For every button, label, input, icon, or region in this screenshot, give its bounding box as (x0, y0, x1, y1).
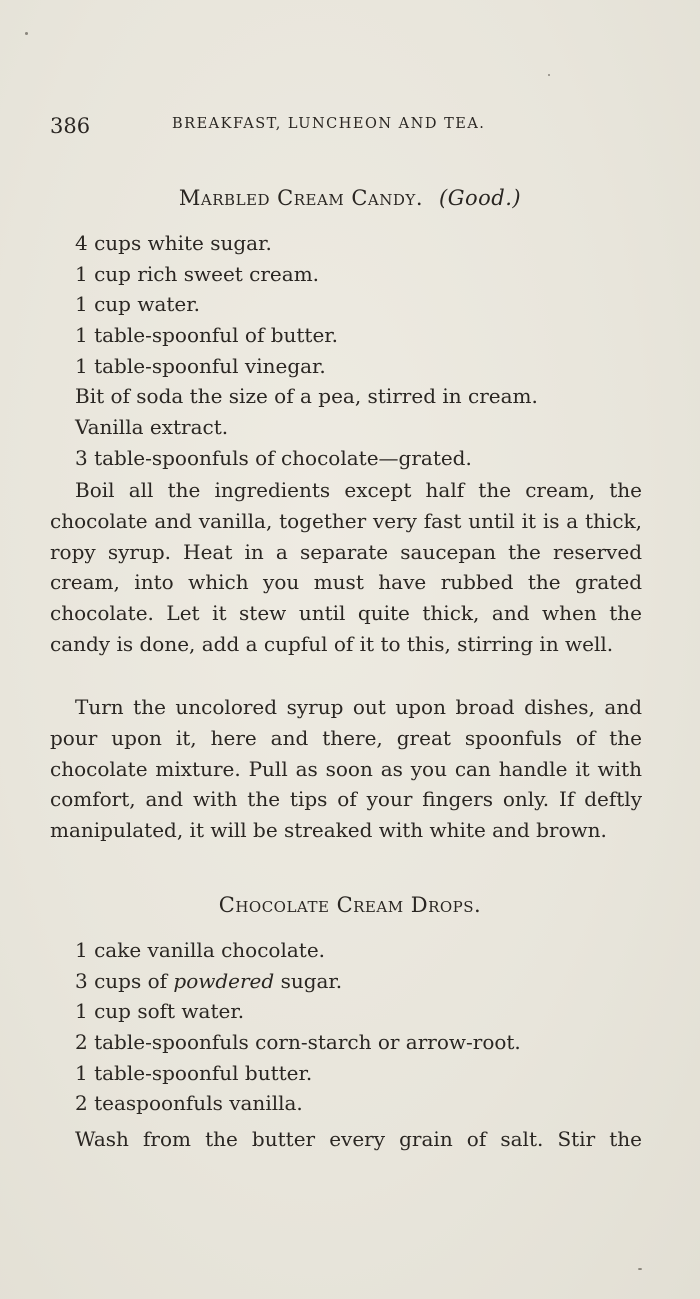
recipe-title-marbled-cream-candy (0, 186, 700, 210)
ingredient-item: Bit of soda the size of a pea, stirred in cream. (75, 384, 538, 409)
ingredient-emphasis: powdered (173, 968, 275, 993)
page-number: 386 (50, 114, 91, 138)
ingredient-item: 1 cup water. (75, 292, 200, 317)
paper-speck (25, 32, 28, 35)
recipe-title-text: Marbled Cream Candy. (178, 186, 423, 210)
recipe-title-chocolate-cream-drops: Chocolate Cream Drops. (218, 893, 482, 917)
ingredient-item: 1 table-spoonful of butter. (75, 323, 339, 348)
ingredient-list-marbled-cream-candy (75, 228, 538, 474)
ingredient-item (75, 966, 521, 997)
ingredient-item: 2 table-spoonfuls corn-starch or arrow-root. (75, 1030, 521, 1055)
instruction-paragraph: Boil all the ingredients except half the cream, the chocolate and vanilla, together very fast until it is a thick, ropy syrup. Heat in a separate saucepan the reserved cream, into which you must have rubbed the grated chocolate. Let it stew until quite thick, and when the candy is done, add a cupful of it to this, stirring in well. (50, 478, 642, 656)
instruction-paragraph: Turn the uncolored syrup out upon broad dishes, and pour upon it, here and there, great spoonfuls of the chocolate mixture. Pull as soon as you can handle it with comfort, and with the tips of your fingers only. If deftly manipulated, it will be streaked with white and brown. (50, 695, 642, 843)
ingredient-item: 3 table-spoonfuls of chocolate—grated. (75, 445, 472, 470)
ingredient-item: 1 cup soft water. (75, 999, 245, 1024)
running-title: BREAKFAST, LUNCHEON AND TEA. (172, 116, 486, 132)
ingredient-item: 2 teaspoonfuls vanilla. (75, 1091, 303, 1116)
ingredient-list-chocolate-cream-drops (75, 935, 521, 1119)
ingredient-item: 1 table-spoonful vinegar. (75, 353, 326, 378)
ingredient-item: 1 cup rich sweet cream. (75, 261, 320, 286)
ingredient-item: 4 cups white sugar. (75, 231, 272, 255)
paper-speck (548, 74, 550, 76)
recipe-note: (Good.) (439, 186, 522, 210)
paper-speck (638, 1268, 642, 1270)
ingredient-item: 1 table-spoonful butter. (75, 1060, 313, 1085)
ingredient-text: 3 cups of (75, 968, 168, 993)
instruction-fragment: Wash from the butter every grain of salt. Stir the (75, 1127, 642, 1151)
ingredient-item: 1 cake vanilla chocolate. (75, 938, 326, 962)
page-header (50, 112, 610, 144)
ingredient-text: sugar. (280, 968, 343, 993)
ingredient-item: Vanilla extract. (75, 415, 229, 440)
